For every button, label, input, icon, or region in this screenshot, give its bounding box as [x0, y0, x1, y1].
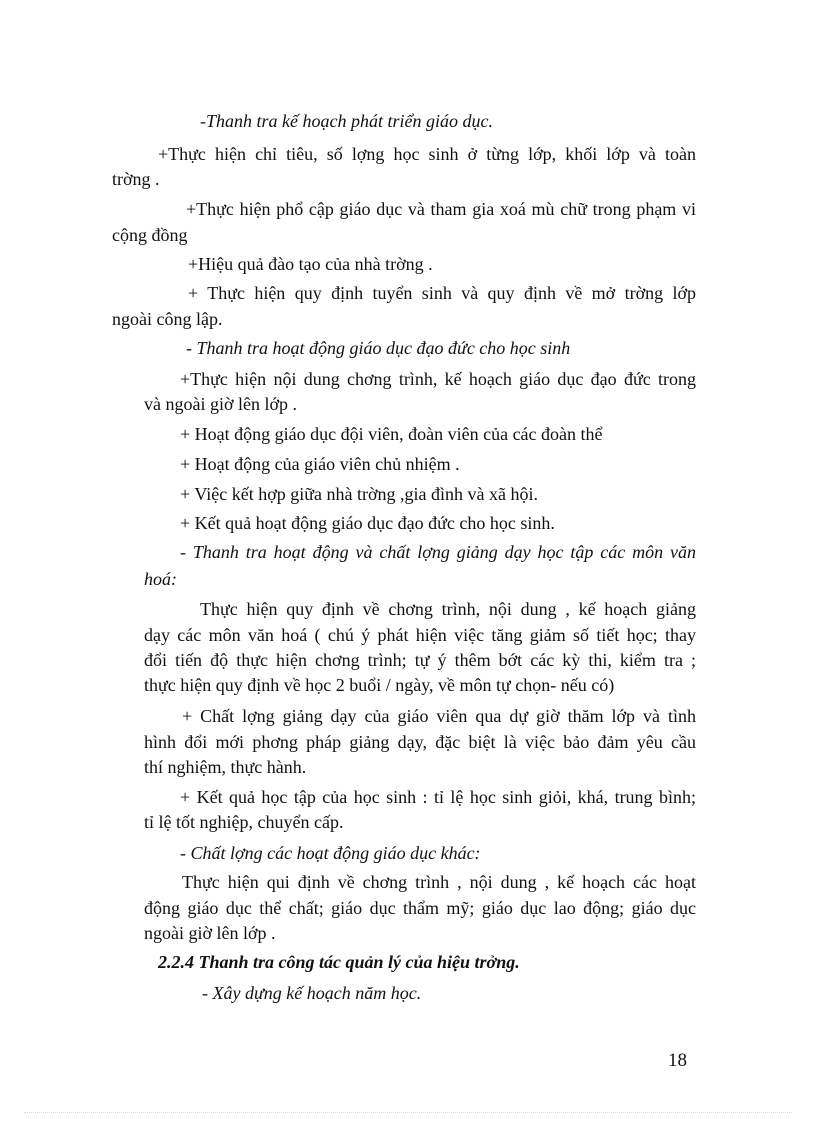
text-line-20: đổi tiến độ thực hiện chơng trình; tự ý thêm bớt các kỳ thi, kiểm tra ; [144, 650, 696, 670]
text-line-24: thí nghiệm, thực hành. [144, 757, 307, 777]
text-line-2: +Thực hiện chỉ tiêu, số lợng học sinh ở từng lớp, khối lớp và toàn [158, 144, 696, 164]
text-line-12: + Hoạt động giáo dục đội viên, đoàn viên của các đoàn thể [180, 424, 603, 444]
text-line-10: +Thực hiện nội dung chơng trình, kế hoạch giáo dục đạo đức trong [180, 369, 696, 389]
text-line-13: + Hoạt động của giáo viên chủ nhiệm . [180, 454, 460, 474]
text-line-11: và ngoài giờ lên lớp . [144, 394, 298, 414]
text-line-15: + Kết quả hoạt động giáo dục đạo đức cho học sinh. [180, 513, 555, 533]
footer-divider [24, 1112, 792, 1113]
text-line-8: ngoài công lập. [112, 309, 223, 329]
text-line-21: thực hiện quy định về học 2 buổi / ngày, về môn tự chọn- nếu có) [144, 675, 615, 695]
text-line-25: + Kết quả học tập của học sinh : tỉ lệ học sinh giỏi, khá, trung bình; [180, 787, 696, 807]
text-line-9: - Thanh tra hoạt động giáo dục đạo đức cho học sinh [186, 338, 571, 358]
text-line-32: - Xây dựng kế hoạch năm học. [202, 983, 422, 1003]
text-line-16: - Thanh tra hoạt động và chất lợng giảng dạy học tập các môn văn [180, 542, 696, 562]
text-line-27: - Chất lợng các hoạt động giáo dục khác: [180, 843, 481, 863]
text-line-1: -Thanh tra kế hoạch phát triển giáo dục. [200, 111, 493, 131]
text-line-28: Thực hiện qui định về chơng trình , nội dung , kế hoạch các hoạt [182, 872, 696, 892]
text-line-17: hoá: [144, 569, 177, 589]
text-line-30: ngoài giờ lên lớp . [144, 923, 276, 943]
text-line-19: dạy các môn văn hoá ( chú ý phát hiện việc tăng giảm số tiết học; thay [144, 625, 696, 645]
text-line-3: trờng . [112, 169, 160, 189]
text-line-6: +Hiệu quả đào tạo của nhà trờng . [188, 254, 433, 274]
text-line-29: động giáo dục thể chất; giáo dục thẩm mỹ; giáo dục lao động; giáo dục [144, 898, 696, 918]
text-line-22: + Chất lợng giảng dạy của giáo viên qua dự giờ thăm lớp và tình [182, 706, 696, 726]
text-line-4: +Thực hiện phổ cập giáo dục và tham gia xoá mù chữ trong phạm vi [186, 199, 696, 219]
page-number: 18 [668, 1050, 687, 1071]
section-heading: 2.2.4 Thanh tra công tác quản lý của hiệu trởng. [158, 952, 520, 972]
text-line-7: + Thực hiện quy định tuyển sinh và quy định về mở trờng lớp [188, 283, 696, 303]
text-line-18: Thực hiện quy định về chơng trình, nội dung , kế hoạch giảng [200, 599, 696, 619]
text-line-5: cộng đồng [112, 225, 188, 245]
text-line-26: tỉ lệ tốt nghiệp, chuyển cấp. [144, 812, 344, 832]
text-line-23: hình đổi mới phơng pháp giảng dạy, đặc biệt là việc bảo đảm yêu cầu [144, 732, 696, 752]
text-line-14: + Việc kết hợp giữa nhà trờng ,gia đình và xã hội. [180, 484, 538, 504]
